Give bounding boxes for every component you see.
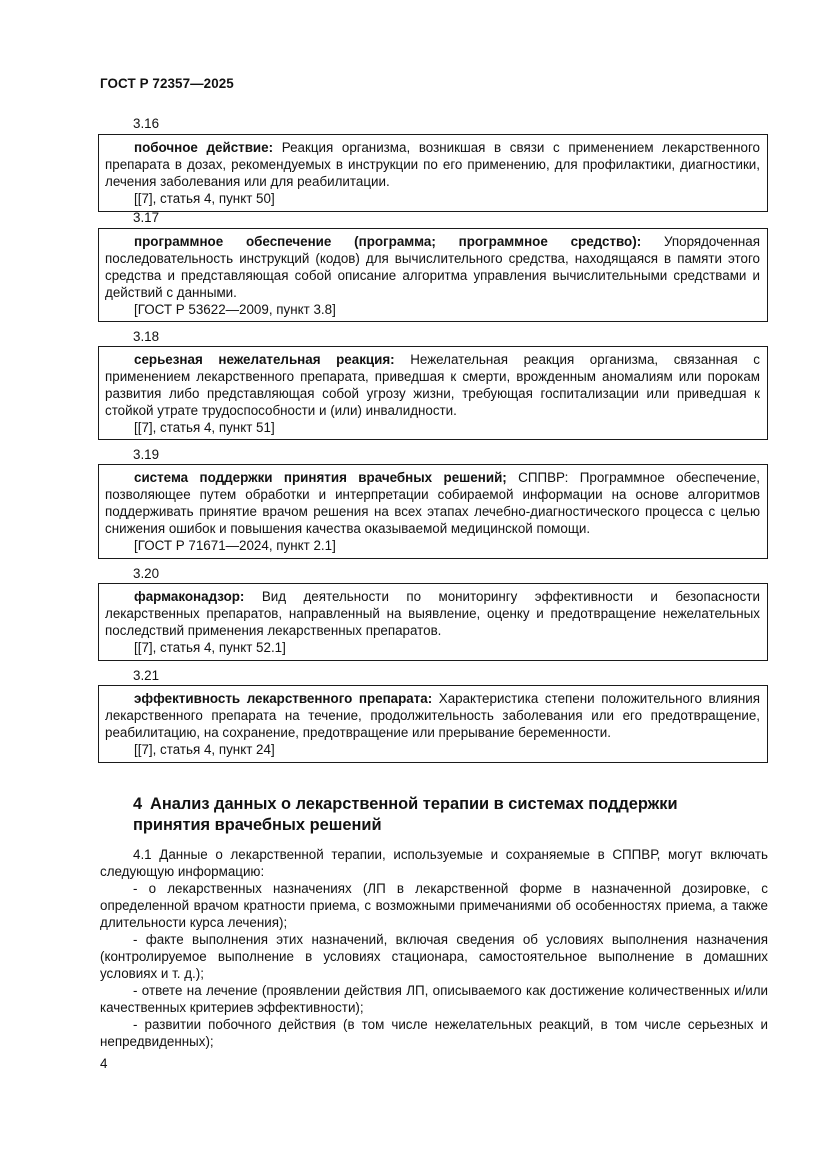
section-body	[100, 846, 768, 1050]
term-text: Реакция организма, возникшая в связи с применением лекарственного препарата в дозах, рекомендуемых в инструкции по его применению, для профилактики, диагностики, лечения заболевания или для реабилитации.	[105, 140, 760, 189]
term-definition	[105, 139, 760, 190]
page-number: 4	[100, 1056, 108, 1071]
term-source: [[7], статья 4, пункт 50]	[134, 191, 275, 206]
term-title: эффективность лекарственного препарата:	[134, 691, 433, 706]
term-source: [[7], статья 4, пункт 51]	[134, 420, 275, 435]
list-item: - развитии побочного действия (в том числе нежелательных реакций, в том числе серьезных и непредвиденных);	[100, 1017, 768, 1049]
term-box	[98, 685, 768, 763]
term-title: фармаконадзор:	[134, 589, 245, 604]
term-text: Нежелательная реакция организма, связанная с применением лекарственного препарата, приведшая к смерти, врожденным аномалиям или порокам развития либо представляющая собой угрозу жизни, требующая госпитализации или приведшая к стойкой утрате трудоспособности и (или) инвалидности.	[105, 352, 760, 418]
document-header: ГОСТ Р 72357—2025	[100, 76, 234, 91]
list-item: - ответе на лечение (проявлении действия ЛП, описываемого как достижение количественных и/или качественных критериев эффективности);	[100, 983, 768, 1015]
term-box	[98, 134, 768, 212]
term-text: Характеристика степени положительного влияния лекарственного препарата на течение, продолжительность заболевания или его предотвращение, реабилитацию, на сохранение, предотвращение или прерывание беременности.	[105, 691, 760, 740]
term-text: Упорядоченная последовательность инструкций (кодов) для вычислительного средства, находящаяся в памяти этого средства и представляющая собой описание алгоритма управления вычислительными средствами и действий с данными.	[105, 234, 760, 300]
term-text: СППВР: Программное обеспечение, позволяющее путем обработки и интерпретации собираемой информации на основе алгоритмов поддерживать принятие врачом решения на всех этапах лечебно-диагностического процесса с целью снижения ошибок и повышения качества оказываемой медицинской помощи.	[105, 470, 760, 536]
term-box	[98, 228, 768, 322]
entry-number: 3.19	[133, 447, 160, 462]
term-source: [[7], статья 4, пункт 24]	[134, 742, 275, 757]
term-title: серьезная нежелательная реакция:	[134, 352, 395, 367]
section-number: 4	[133, 795, 143, 813]
entry-number: 3.21	[133, 668, 160, 683]
entry-number: 3.16	[133, 116, 160, 131]
term-definition	[105, 233, 760, 301]
entry-number: 3.20	[133, 566, 160, 581]
term-definition	[105, 690, 760, 741]
term-box	[98, 583, 768, 661]
term-box	[98, 346, 768, 440]
term-title: побочное действие:	[134, 140, 274, 155]
entry-number: 3.18	[133, 329, 160, 344]
section-title: Анализ данных о лекарственной терапии в системах поддержки принятия врачебных решений	[133, 795, 678, 834]
section-heading	[133, 794, 753, 836]
term-source: [[7], статья 4, пункт 52.1]	[134, 640, 286, 655]
term-box	[98, 464, 768, 559]
term-source: [ГОСТ Р 53622—2009, пункт 3.8]	[134, 302, 336, 317]
term-source: [ГОСТ Р 71671—2024, пункт 2.1]	[134, 538, 336, 553]
list-item: - факте выполнения этих назначений, включая сведения об условиях выполнения назначения (контролируемое выполнение в условиях стационара, самостоятельное выполнение в домашних условиях и т. д.);	[100, 932, 768, 981]
term-title: программное обеспечение (программа; программное средство):	[134, 234, 642, 249]
term-title: система поддержки принятия врачебных решений;	[134, 470, 507, 485]
entry-number: 3.17	[133, 210, 160, 225]
list-item: - о лекарственных назначениях (ЛП в лекарственной форме в назначенной дозировке, с определенной врачом кратности приема, с возможными примечаниями об особенностях приема, а также длительности курса лечения);	[100, 881, 768, 930]
paragraph: 4.1 Данные о лекарственной терапии, используемые и сохраняемые в СППВР, могут включать следующую информацию:	[100, 847, 768, 879]
term-text: Вид деятельности по мониторингу эффективности и безопасности лекарственных препаратов, направленный на выявление, оценку и предотвращение нежелательных последствий применения лекарственных препаратов.	[105, 589, 760, 638]
term-definition	[105, 588, 760, 639]
term-definition	[105, 469, 760, 537]
term-definition	[105, 351, 760, 419]
